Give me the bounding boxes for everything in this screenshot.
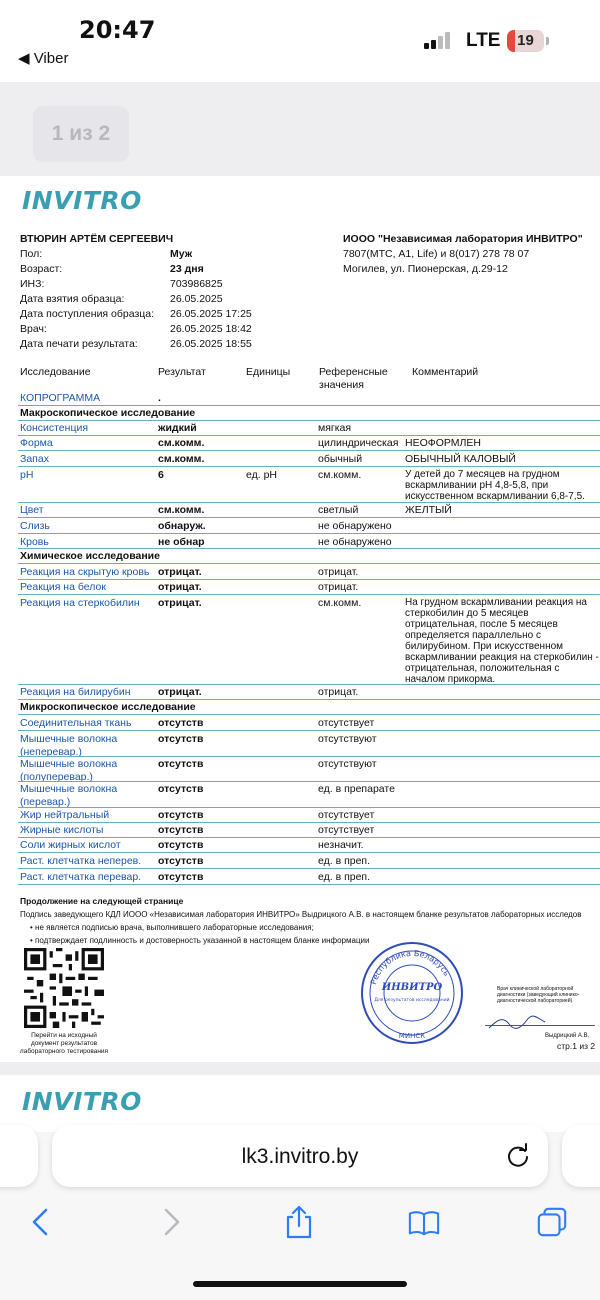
section-title: Микроскопическое исследование	[20, 701, 196, 713]
row-divider	[18, 807, 600, 808]
row-ref: ед. в преп.	[318, 871, 371, 883]
url-text[interactable]: lk3.invitro.by	[241, 1145, 359, 1168]
table-row	[0, 566, 600, 580]
row-ref: см.комм.	[318, 469, 362, 481]
row-ref: ед. в преп.	[318, 855, 371, 867]
row-test: Мышечные волокна (полуперевар.)	[20, 758, 118, 783]
qr-caption: Перейти на исходный документ результатов лабораторного тестирования	[19, 1032, 109, 1055]
page-number: стр.1 из 2	[557, 1041, 596, 1051]
row-test: pH	[20, 469, 34, 481]
row-ref: отсутствует	[318, 809, 375, 821]
row-divider	[18, 837, 600, 838]
stamp-seal	[353, 938, 471, 1048]
clock: 20:47	[79, 16, 156, 44]
back-to-app-link[interactable]: ◀ Viber	[18, 50, 69, 67]
row-divider	[18, 781, 600, 782]
column-header-test: Исследование	[20, 366, 91, 378]
row-result: отрицат.	[158, 566, 202, 578]
table-row	[0, 437, 600, 451]
row-result: отрицат.	[158, 686, 202, 698]
doctor-title: Врач клинической лабораторной диагностики (заведующий клинико-диагностической лабораторией)	[497, 986, 580, 1004]
field-value: 26.05.2025 17:25	[170, 308, 252, 320]
program-value: .	[158, 392, 161, 404]
row-ref: отрицат.	[318, 566, 359, 578]
column-header-units: Единицы	[246, 366, 291, 378]
battery-icon	[507, 30, 544, 52]
signature-note: Подпись заведующего КДЛ ИООО «Независимая лаборатория ИНВИТРО» Выдрицкого А.В. в настоящем бланке результатов лабораторных исследов	[20, 910, 582, 919]
signal-icon	[424, 31, 454, 49]
row-divider	[18, 435, 600, 436]
row-test: Реакция на скрытую кровь	[20, 566, 150, 578]
row-ref: светлый	[318, 504, 359, 516]
row-result: 6	[158, 469, 164, 481]
qr-code-icon[interactable]	[24, 948, 104, 1028]
stamp-center-text: ИНВИТРО	[381, 982, 443, 993]
row-divider	[18, 563, 600, 564]
next-tab-pill[interactable]	[562, 1125, 600, 1187]
row-test: Слизь	[20, 520, 50, 532]
row-ref: отсутствуют	[318, 758, 377, 770]
row-divider	[18, 684, 600, 685]
field-label: ИНЗ:	[20, 278, 45, 290]
row-test: Запах	[20, 453, 49, 465]
row-result: не обнар	[158, 536, 205, 548]
section-title: Химическое исследование	[20, 550, 160, 562]
network-label: LTE	[466, 30, 501, 51]
table-row	[0, 871, 600, 885]
table-row	[0, 581, 600, 595]
back-icon[interactable]	[25, 1205, 57, 1239]
column-header-ref: Референсные значения	[319, 366, 388, 391]
home-indicator[interactable]	[193, 1281, 407, 1287]
reload-icon[interactable]	[505, 1143, 531, 1169]
stamp-ring-text: Республика Беларусь	[369, 948, 452, 986]
invitro-logo: INVITRO	[22, 186, 142, 215]
row-divider	[18, 730, 600, 731]
row-ref: не обнаружено	[318, 536, 392, 548]
tabs-icon[interactable]	[536, 1205, 568, 1239]
table-row	[0, 422, 600, 436]
row-test: Соединительная ткань	[20, 717, 132, 729]
row-divider	[18, 450, 600, 451]
row-test: Реакция на стеркобилин	[20, 597, 140, 609]
field-label: Врач:	[20, 323, 47, 335]
lab-name: ИООО "Независимая лаборатория ИНВИТРО"	[343, 233, 583, 245]
row-test: Кровь	[20, 536, 49, 548]
program-name: КОПРОГРАММА	[20, 392, 101, 404]
table-row	[0, 597, 600, 685]
table-row	[0, 855, 600, 869]
row-ref: отсутствуют	[318, 733, 377, 745]
battery-tip	[546, 37, 549, 45]
row-test: Раст. клетчатка перевар.	[20, 871, 142, 883]
row-result: отсутств	[158, 758, 204, 770]
row-ref: ед. в препарате	[318, 783, 395, 795]
row-comment: ЖЕЛТЫЙ	[405, 504, 452, 516]
row-divider	[18, 579, 600, 580]
column-header-result: Результат	[158, 366, 206, 378]
row-test: Консистенция	[20, 422, 89, 434]
row-test: Мышечные волокна (перевар.)	[20, 783, 118, 808]
row-result: жидкий	[158, 422, 197, 434]
row-result: см.комм.	[158, 453, 205, 465]
field-value: 26.05.2025	[170, 293, 223, 305]
field-label: Дата печати результата:	[20, 338, 138, 350]
row-divider	[18, 517, 600, 518]
row-ref: не обнаружено	[318, 520, 392, 532]
row-ref: отсутствует	[318, 824, 375, 836]
row-comment: ОБЫЧНЫЙ КАЛОВЫЙ	[405, 453, 516, 465]
row-comment: На грудном вскармливании реакция на стеркобилин до 5 месяцев отрицательная, после 5 месяцев определяется параллельно с билирубином. При искусственном вскармливании реакция на стеркобилин - отрицательная, положительная с началом прикорма.	[405, 597, 599, 685]
invitro-logo: INVITRO	[22, 1087, 142, 1116]
field-label: Пол:	[20, 248, 43, 260]
stamp-sub-text: Для результатов исследований	[374, 998, 450, 1003]
row-divider	[18, 502, 600, 503]
previous-tab-pill[interactable]	[0, 1125, 38, 1187]
row-result: см.комм.	[158, 437, 205, 449]
forward-icon[interactable]	[155, 1205, 187, 1239]
table-row	[0, 839, 600, 853]
row-test: Жирные кислоты	[20, 824, 104, 836]
row-ref: незначит.	[318, 839, 364, 851]
row-divider	[18, 868, 600, 869]
row-result: отсутств	[158, 733, 204, 745]
table-row	[0, 504, 600, 518]
row-test: Жир нейтральный	[20, 809, 110, 821]
page-indicator: 1 из 2	[33, 106, 129, 162]
row-ref: мягкая	[318, 422, 352, 434]
row-result: отсутств	[158, 839, 204, 851]
signature-scribble	[487, 1014, 547, 1032]
row-result: отсутств	[158, 824, 204, 836]
signer-name: Выдрицкий А.В.	[545, 1033, 590, 1039]
field-label: Дата поступления образца:	[20, 308, 155, 320]
table-row	[0, 686, 600, 700]
row-comment: НЕОФОРМЛЕН	[405, 437, 482, 449]
row-divider	[18, 533, 600, 534]
row-result: отсутств	[158, 871, 204, 883]
table-row	[0, 520, 600, 534]
row-units: ед. pH	[246, 469, 277, 481]
row-result: отрицат.	[158, 597, 202, 609]
row-divider	[18, 548, 600, 549]
row-test: Мышечные волокна (неперевар.)	[20, 733, 118, 758]
row-divider	[18, 699, 600, 700]
share-icon[interactable]	[283, 1205, 315, 1239]
row-divider	[18, 594, 600, 595]
row-divider	[18, 852, 600, 853]
table-row	[0, 469, 600, 505]
section-title: Макроскопическое исследование	[20, 407, 196, 419]
row-divider	[18, 822, 600, 823]
row-result: отсутств	[158, 809, 204, 821]
row-divider	[18, 884, 600, 885]
row-test: Реакция на белок	[20, 581, 106, 593]
row-ref: отрицат.	[318, 686, 359, 698]
document-page	[0, 176, 600, 1062]
table-row	[0, 809, 600, 823]
field-value: 26.05.2025 18:55	[170, 338, 252, 350]
bookmarks-icon[interactable]	[408, 1205, 440, 1239]
row-ref: отсутствует	[318, 717, 375, 729]
row-ref: отрицат.	[318, 581, 359, 593]
field-label: Дата взятия образца:	[20, 293, 125, 305]
row-divider	[18, 756, 600, 757]
row-result: отсутств	[158, 783, 204, 795]
row-ref: цилиндрическая	[318, 437, 399, 449]
field-value: Муж	[170, 248, 193, 260]
bullet-2: • подтверждает подлинность и достоверность указанной в настоящем бланке информации	[30, 936, 370, 945]
patient-name: ВТЮРИН АРТЁМ СЕРГЕЕВИЧ	[20, 233, 174, 245]
row-result: отсутств	[158, 855, 204, 867]
field-label: Возраст:	[20, 263, 63, 275]
row-test: Соли жирных кислот	[20, 839, 121, 851]
field-value: 23 дня	[170, 263, 204, 275]
stamp-city-text: МИНСК	[398, 1032, 426, 1040]
row-divider	[18, 714, 600, 715]
row-result: см.комм.	[158, 504, 205, 516]
row-result: отсутств	[158, 717, 204, 729]
row-divider	[18, 420, 600, 421]
row-ref: см.комм.	[318, 597, 362, 609]
row-divider	[18, 405, 600, 406]
field-value: 26.05.2025 18:42	[170, 323, 252, 335]
table-row	[0, 824, 600, 838]
table-row	[0, 783, 600, 809]
row-test: Форма	[20, 437, 53, 449]
column-header-comment: Комментарий	[412, 366, 479, 378]
continue-note: Продолжение на следующей странице	[20, 896, 184, 906]
table-row	[0, 717, 600, 731]
row-ref: обычный	[318, 453, 363, 465]
row-comment: У детей до 7 месяцев на грудном вскармливании рН 4,8-5,8, при искусственном вскармливании 6,8-7,5.	[405, 469, 585, 502]
row-result: обнаруж.	[158, 520, 206, 532]
table-row	[0, 453, 600, 467]
row-divider	[18, 466, 600, 467]
lab-address: Могилев, ул. Пионерская, д.29-12	[343, 263, 508, 275]
row-test: Раст. клетчатка неперев.	[20, 855, 142, 867]
battery-level: 19	[517, 32, 534, 49]
row-test: Реакция на билирубин	[20, 686, 131, 698]
bullet-1: • не является подписью врача, выполнившего лабораторные исследования;	[30, 923, 314, 932]
lab-phone: 7807(МТС, A1, Life) и 8(017) 278 78 07	[343, 248, 530, 260]
row-test: Цвет	[20, 504, 44, 516]
field-value: 703986825	[170, 278, 223, 290]
row-result: отрицат.	[158, 581, 202, 593]
